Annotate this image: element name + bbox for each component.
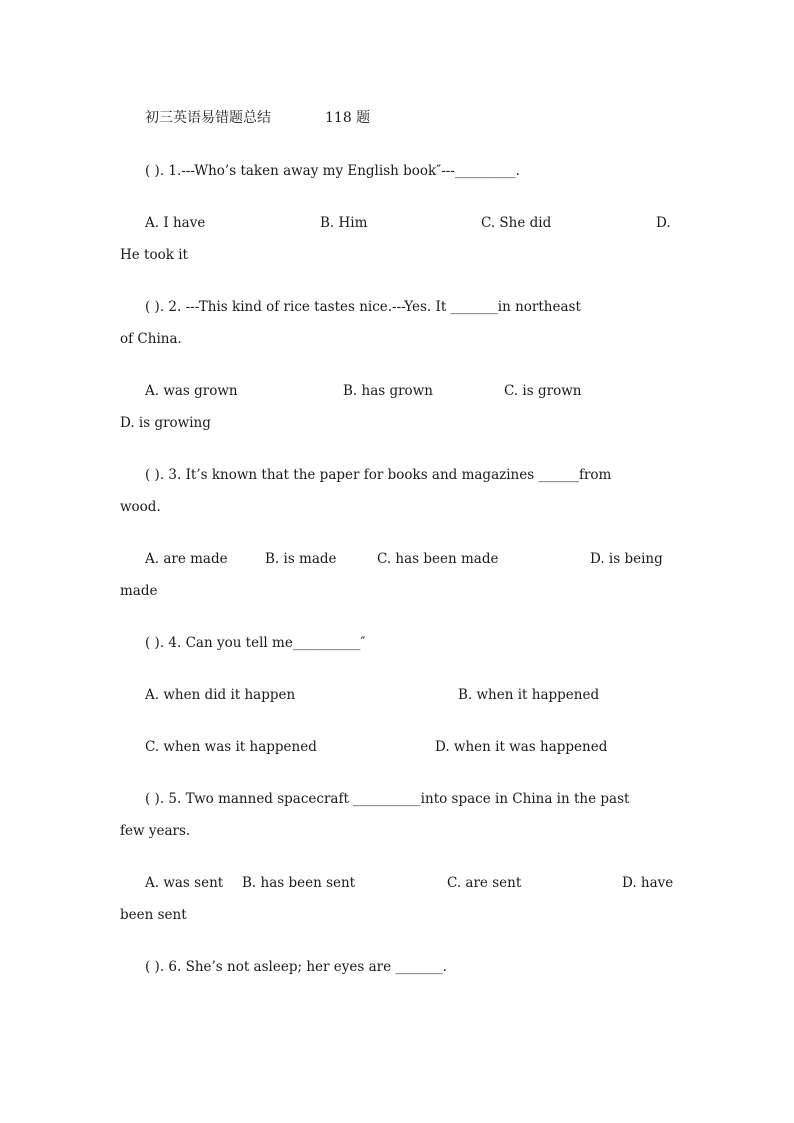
question-3-option-d-label: D. is being [590,551,663,567]
question-4-option-b: B. when it happened [458,687,600,703]
title-text: 初三英语易错题总结 [145,110,271,126]
question-3-stem: ( ). 3. It’s known that the paper for books and magazines ______from [145,467,612,483]
question-count: 118 题 [325,110,371,126]
question-2-stem: ( ). 2. ---This kind of rice tastes nice.---Yes. It _______in northeast [145,299,581,315]
question-3-option-b: B. is made [265,551,337,567]
question-3-option-c: C. has been made [377,551,499,567]
question-3-stem-continued: wood. [120,499,161,515]
question-4-option-c: C. when was it happened [145,739,317,755]
question-5-stem: ( ). 5. Two manned spacecraft __________into space in China in the past [145,791,630,807]
question-1-option-d-text: He took it [120,247,188,263]
question-2-option-d: D. is growing [120,415,211,431]
question-1-option-c: C. She did [481,215,552,231]
question-2-option-a: A. was grown [145,383,238,399]
question-5-option-c: C. are sent [447,875,522,891]
question-1-option-b: B. Him [320,215,368,231]
question-2-option-c: C. is grown [504,383,582,399]
question-4-stem: ( ). 4. Can you tell me__________″ [145,635,366,651]
question-2-stem-continued: of China. [120,331,182,347]
question-3-option-d-text: made [120,583,158,599]
question-1-option-a: A. I have [145,215,206,231]
question-5-option-a: A. was sent [145,875,224,891]
question-1-option-d-label: D. [656,215,671,231]
question-1-stem: ( ). 1.---Who’s taken away my English book″---_________. [145,163,520,179]
question-4-option-d: D. when it was happened [435,739,608,755]
question-5-option-d-text: been sent [120,907,187,923]
question-5-stem-continued: few years. [120,823,191,839]
question-3-option-a: A. are made [145,551,228,567]
question-2-option-b: B. has grown [343,383,433,399]
question-5-option-d-label: D. have [622,875,674,891]
document-title [145,108,370,128]
question-6-stem: ( ). 6. She’s not asleep; her eyes are _______. [145,959,447,975]
question-4-option-a: A. when did it happen [145,687,296,703]
question-5-option-b: B. has been sent [242,875,356,891]
